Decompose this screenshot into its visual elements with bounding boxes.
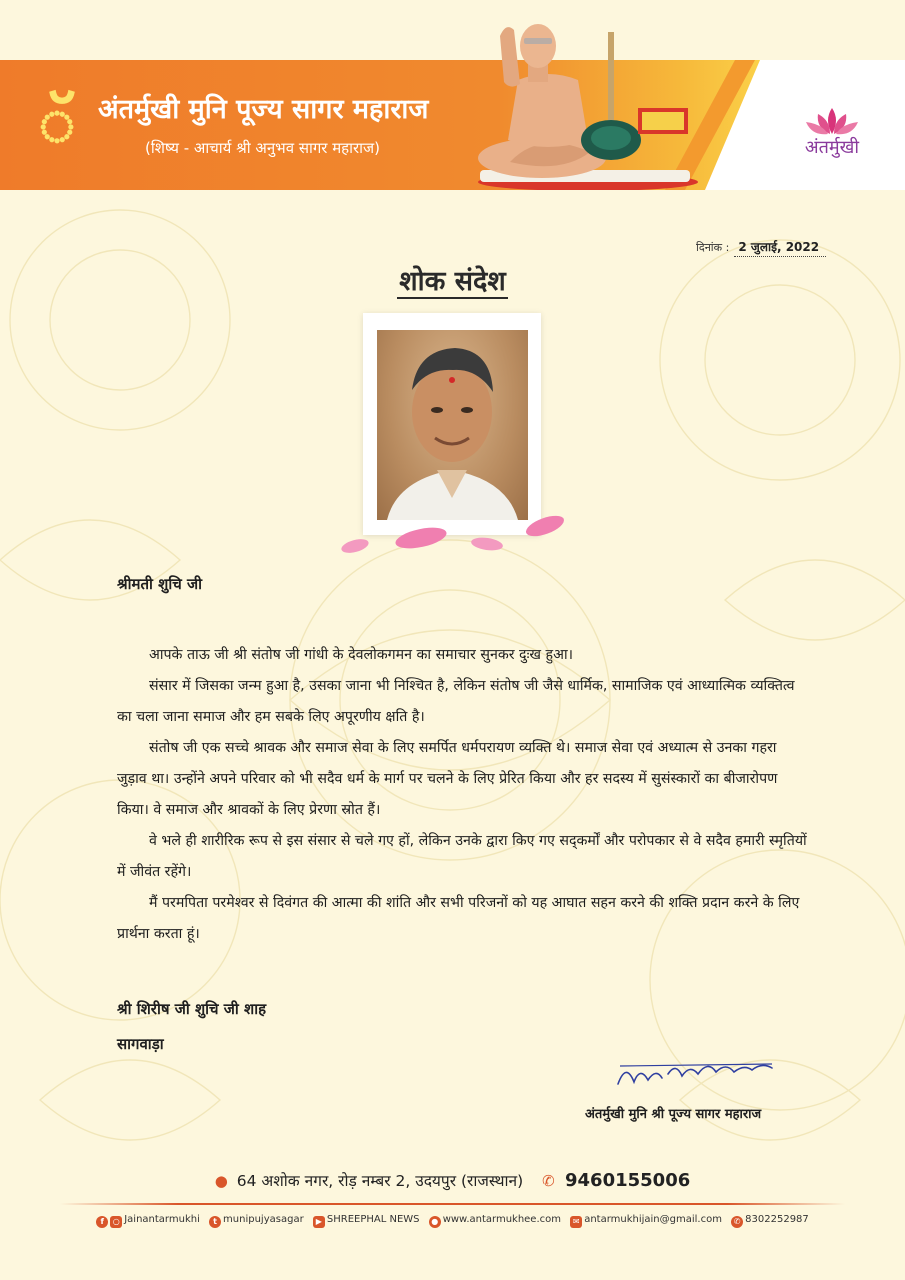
footer-address-row [0, 1168, 905, 1194]
portrait-photo [377, 330, 528, 520]
globe-icon: ● [429, 1216, 441, 1228]
social-facebook-instagram[interactable] [96, 1210, 200, 1230]
photo-frame [363, 313, 541, 535]
whatsapp-icon: ✆ [731, 1216, 743, 1228]
rose-petals [335, 508, 570, 558]
social-website[interactable] [429, 1210, 561, 1230]
handwritten-signature [612, 1054, 782, 1094]
website-url: www.antarmukhee.com [442, 1214, 561, 1225]
social-email[interactable] [570, 1210, 722, 1230]
whatsapp-number: 8302252987 [745, 1214, 809, 1225]
twitter-handle: munipujyasagar [223, 1214, 304, 1225]
document-title-text: शोक संदेश [399, 266, 506, 297]
salutation: श्रीमती शुचि जी [117, 575, 202, 593]
portrait-illustration [377, 330, 528, 520]
location-pin-icon: ● [214, 1172, 228, 1190]
recipient-place: सागवाड़ा [117, 1035, 164, 1053]
paragraph-2: संसार में जिसका जन्म हुआ है, उसका जाना भी निश्चित है, लेकिन संतोष जी जैसे धार्मिक, सामाजिक एवं आध्यात्मिक व्यक्तित्व का चला जाना समाज और हम सबके लिए अपूरणीय क्षति है। [117, 678, 795, 725]
phone-icon: ✆ [542, 1172, 555, 1190]
header-title: अंतर्मुखी मुनि पूज्य सागर महाराज [98, 94, 429, 125]
document-title [0, 262, 905, 302]
jain-logo-icon: ॅ [38, 87, 76, 160]
brand-logo [782, 100, 882, 170]
letter-body [117, 640, 807, 950]
signer-name: अंतर्मुखी मुनि श्री पूज्य सागर महाराज [585, 1107, 762, 1122]
paragraph-4: वे भले ही शारीरिक रूप से इस संसार से चले गए हों, लेकिन उनके द्वारा किए गए सद्कर्मों और परोपकार से वे सदैव हमारी स्मृतियों में जीवंत रहेंगे। [117, 833, 807, 880]
social-youtube[interactable] [313, 1210, 420, 1230]
paragraph-5: मैं परमपिता परमेश्वर से दिवंगत की आत्मा की शांति और सभी परिजनों को यह आघात सहन करने की शक्ति प्रदान करने के लिए प्रार्थना करता हूं। [117, 895, 800, 942]
social-twitter[interactable] [209, 1210, 304, 1230]
footer-address: 64 अशोक नगर, रोड़ नम्बर 2, उदयपुर (राजस्थान) [236, 1172, 524, 1190]
header-subtitle: (शिष्य - आचार्य श्री अनुभव सागर महाराज) [145, 139, 381, 157]
brand-name: अंतर्मुखी [804, 137, 860, 158]
footer-social-row [0, 1210, 905, 1230]
recipient-name: श्री शिरीष जी शुचि जी शाह [117, 1000, 267, 1018]
lotus-icon [782, 104, 882, 140]
instagram-icon: ○ [110, 1216, 122, 1228]
facebook-icon: f [96, 1216, 108, 1228]
monk-photo [470, 12, 700, 190]
footer-phone-group [542, 1170, 690, 1191]
email-address: antarmukhijain@gmail.com [584, 1214, 722, 1225]
social-whatsapp[interactable] [731, 1210, 809, 1230]
footer-phone[interactable]: 9460155006 [565, 1170, 691, 1191]
header-banner [0, 60, 905, 190]
email-icon: ✉ [570, 1216, 582, 1228]
date-value: 2 जुलाई, 2022 [734, 238, 826, 257]
twitter-icon: t [209, 1216, 221, 1228]
youtube-icon: ▶ [313, 1216, 325, 1228]
date-row [696, 236, 856, 260]
youtube-channel: SHREEPHAL NEWS [326, 1214, 420, 1225]
paragraph-1: आपके ताऊ जी श्री संतोष जी गांधी के देवलोकगमन का समाचार सुनकर दुःख हुआ। [149, 647, 573, 663]
date-label: दिनांक : [696, 241, 730, 254]
facebook-handle: Jainantarmukhi [124, 1214, 200, 1225]
footer-divider [60, 1203, 845, 1205]
paragraph-3: संतोष जी एक सच्चे श्रावक और समाज सेवा के लिए समर्पित धर्मपरायण व्यक्ति थे। समाज सेवा एवं अध्यात्म से उनका गहरा जुड़ाव था। उन्होंने अपने परिवार को भी सदैव धर्म के मार्ग पर चलने के लिए प्रेरित किया और हर सदस्य में सुसंस्कारों का बीजारोपण किया। वे समाज और श्रावकों के लिए प्रेरणा स्रोत हैं। [117, 740, 778, 818]
